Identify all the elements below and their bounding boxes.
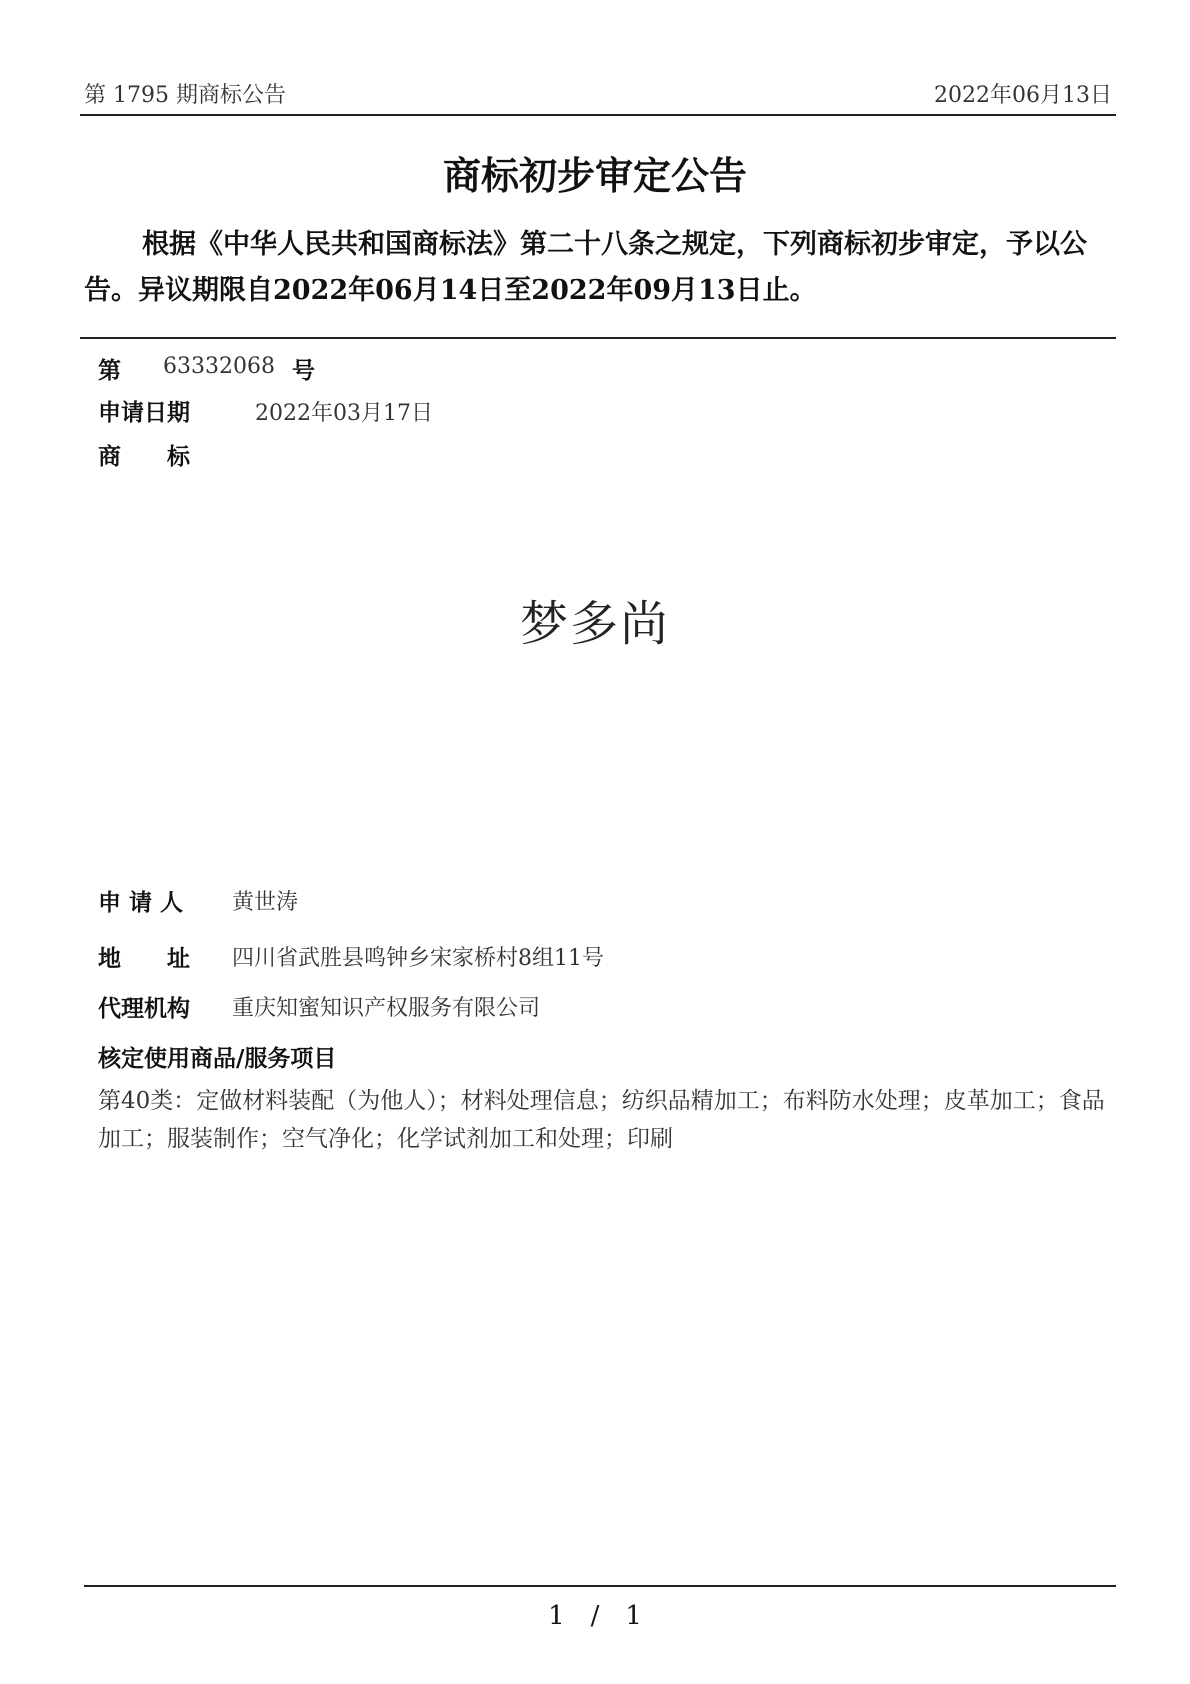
goods-services-list: 第40类：定做材料装配（为他人）；材料处理信息；纺织品精加工；布料防水处理；皮革加工；食品加工；服装制作；空气净化；化学试剂加工和处理；印刷 (98, 1088, 1105, 1152)
header-divider (80, 114, 1116, 116)
agent-value: 重庆知蜜知识产权服务有限公司 (232, 996, 541, 1021)
address-label: 地 址 (98, 945, 190, 972)
trademark-text: 梦多尚 (519, 596, 670, 652)
agent-label: 代理机构 (98, 995, 190, 1022)
page-number: 1 / 1 (548, 1601, 642, 1631)
goods-label: 核定使用商品/服务项目 (98, 1045, 337, 1072)
section-divider (80, 337, 1116, 339)
applicant-label: 申 请 人 (98, 889, 184, 916)
trademark-label: 商 标 (98, 443, 190, 470)
page-title: 商标初步审定公告 (442, 153, 747, 198)
number-prefix-label: 第 (98, 357, 121, 384)
filing-date-label: 申请日期 (98, 399, 190, 426)
issue-number: 第 1795 期商标公告 (84, 83, 286, 108)
issue-date: 2022年06月13日 (934, 83, 1112, 108)
address-value: 四川省武胜县鸣钟乡宋家桥村8组11号 (232, 946, 604, 971)
applicant-value: 黄世涛 (232, 890, 299, 915)
announcement-text: 根据《中华人民共和国商标法》第二十八条之规定，下列商标初步审定，予以公告。异议期限自2022年06月14日至2022年09月13日止。 (84, 229, 1087, 306)
filing-date-value: 2022年03月17日 (255, 401, 433, 426)
registration-number: 63332068 (163, 354, 275, 379)
footer-divider (84, 1585, 1116, 1587)
number-suffix-label: 号 (292, 357, 315, 384)
